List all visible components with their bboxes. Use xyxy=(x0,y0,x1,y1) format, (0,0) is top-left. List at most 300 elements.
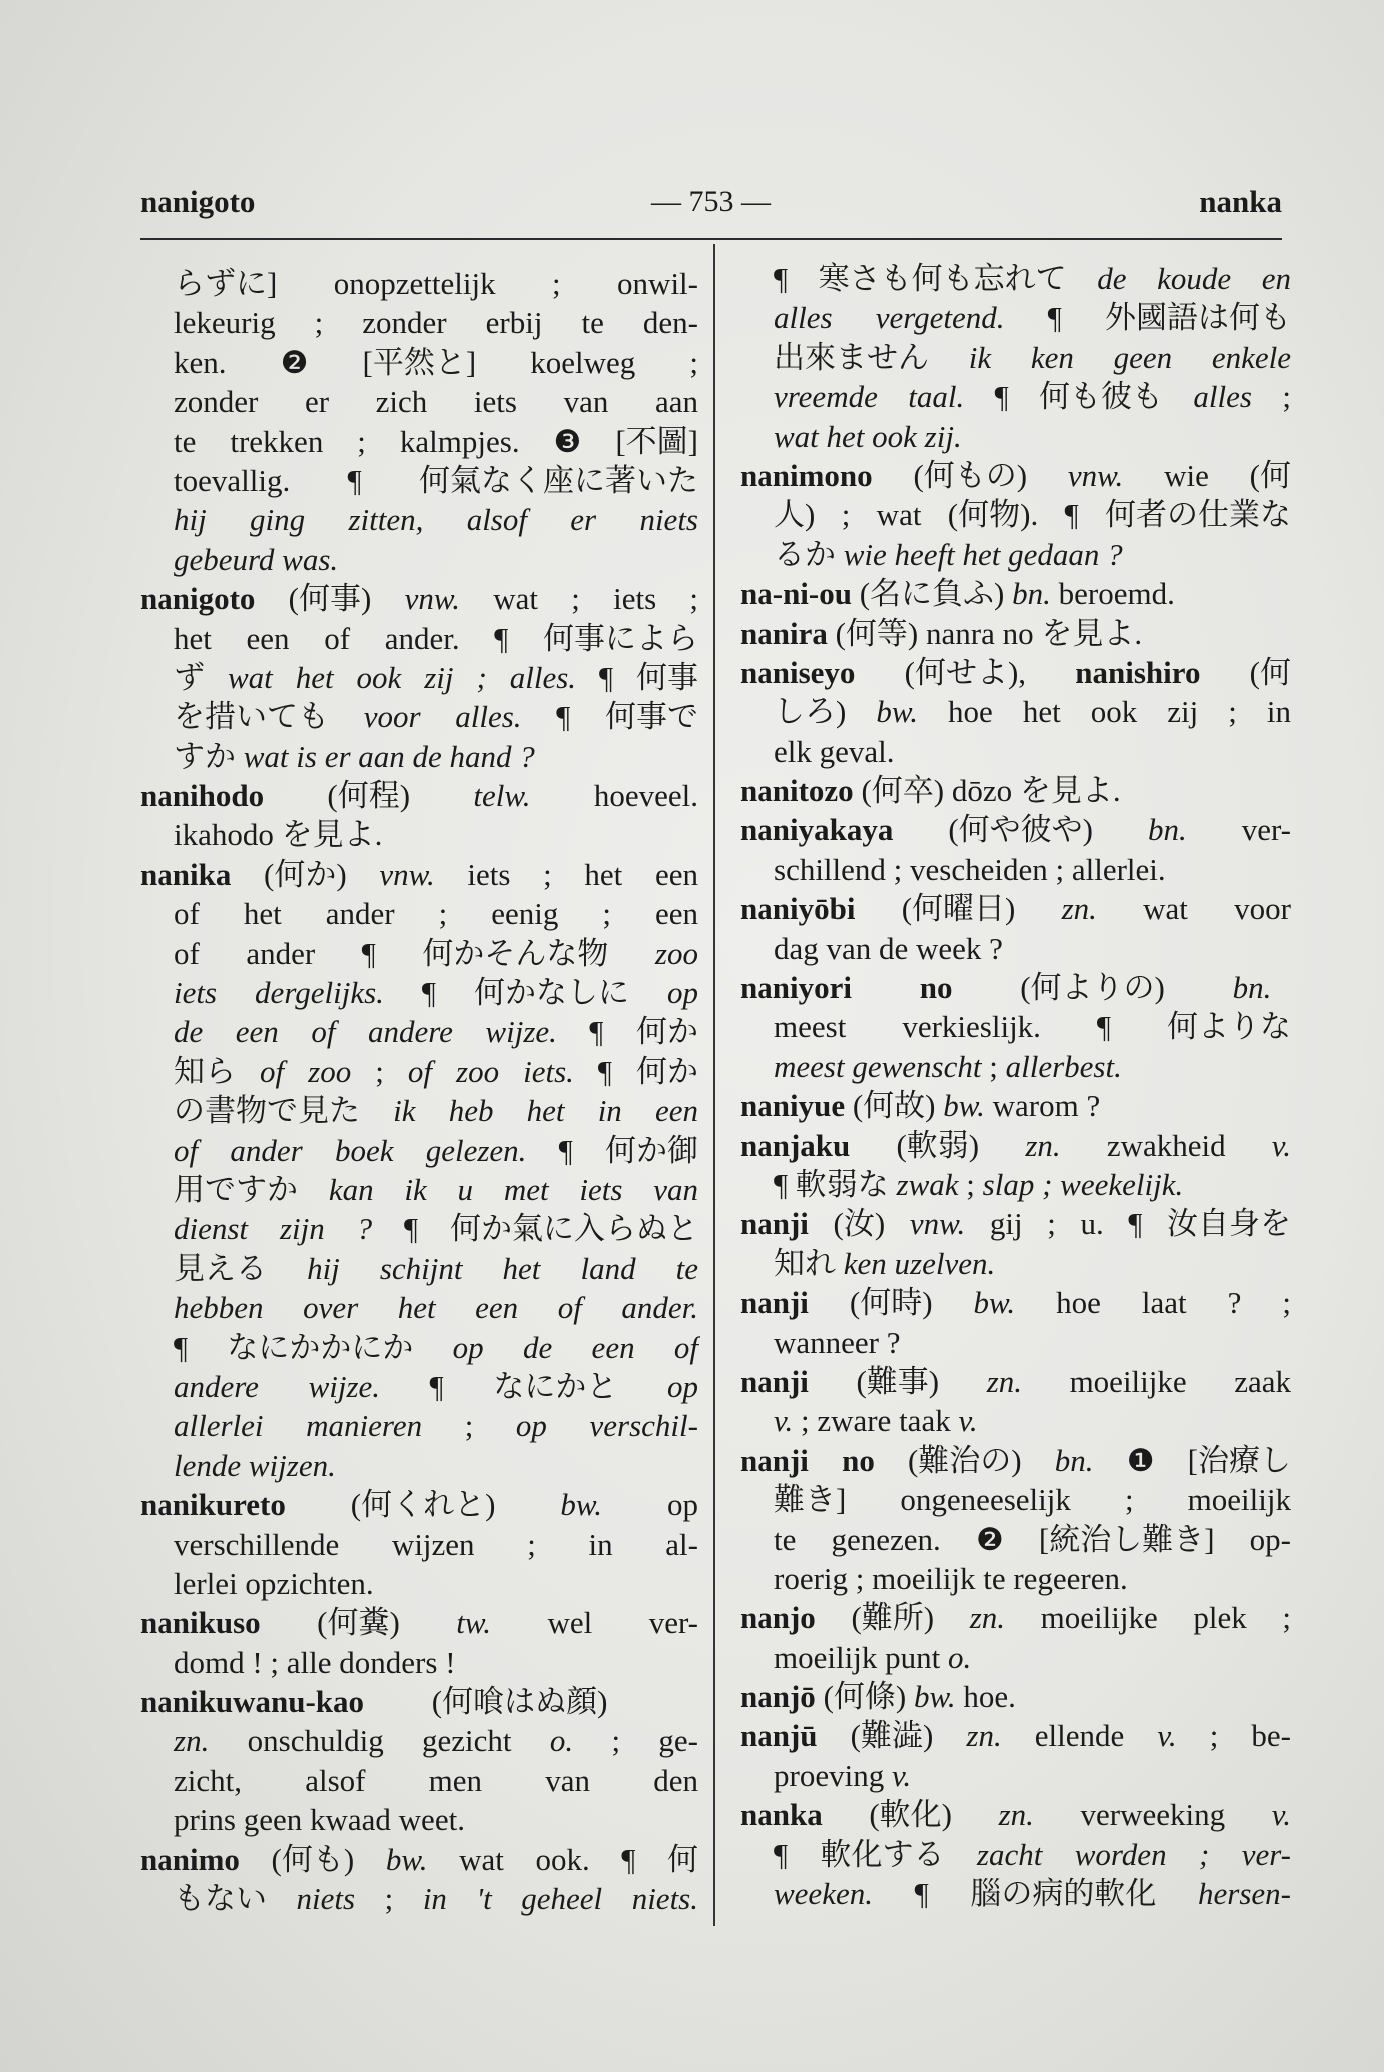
italic-text: o. xyxy=(947,1639,972,1675)
continuation-line xyxy=(740,417,1293,456)
continuation-line xyxy=(740,1835,1293,1874)
continuation-line xyxy=(140,1131,700,1170)
headword: nanikuwanu-kao xyxy=(140,1684,365,1720)
entry-line xyxy=(740,1204,1293,1243)
line-text xyxy=(174,1249,698,1288)
continuation-line xyxy=(140,697,700,736)
line-text xyxy=(774,692,1291,731)
line-text xyxy=(740,1362,1291,1401)
line-text xyxy=(174,737,535,776)
continuation-line xyxy=(140,1879,700,1918)
headword: nanjō xyxy=(740,1679,816,1715)
italic-text: v. xyxy=(1271,1797,1291,1833)
line-text xyxy=(174,1052,698,1091)
italic-text: wat het ook zij. xyxy=(774,418,962,454)
text-run: (何曜日) xyxy=(855,891,1062,927)
italic-text: alles vergetend. xyxy=(774,300,1005,336)
continuation-line xyxy=(740,1323,1293,1362)
text-run: (何よりの) xyxy=(952,970,1233,1006)
continuation-line xyxy=(140,1446,700,1485)
italic-text: zoo xyxy=(654,935,698,971)
line-text xyxy=(174,1800,465,1839)
text-run: onschuldig gezicht xyxy=(209,1723,550,1759)
line-text xyxy=(740,1126,1291,1165)
continuation-line xyxy=(740,1244,1293,1283)
line-text xyxy=(140,579,698,618)
text-run: beroemd. xyxy=(1050,576,1175,612)
continuation-line xyxy=(740,495,1293,534)
line-text xyxy=(774,1559,1128,1598)
line-text xyxy=(774,1638,971,1677)
line-text xyxy=(174,1879,698,1918)
text-run: warom ? xyxy=(984,1088,1101,1124)
italic-text: op verschil- xyxy=(515,1408,698,1444)
headword: nanihodo xyxy=(140,778,265,814)
entry-line xyxy=(740,456,1293,495)
continuation-line xyxy=(140,658,700,697)
text-run: (何 xyxy=(1200,654,1292,690)
continuation-line xyxy=(140,422,700,461)
headword: nanikuso xyxy=(140,1605,261,1641)
italic-text: vnw. xyxy=(909,1206,966,1242)
text-run: ¶ 何かなしに xyxy=(383,975,667,1011)
line-text xyxy=(174,422,698,461)
line-text xyxy=(174,461,698,500)
text-run: ¶ なにかと xyxy=(380,1368,667,1404)
line-text xyxy=(774,259,1291,298)
entry-line xyxy=(740,1677,1293,1716)
headword: nanji xyxy=(740,1285,809,1321)
italic-text: ik ken geen enkele xyxy=(968,339,1291,375)
page-number: — 753 — xyxy=(651,185,771,218)
text-run: proeving xyxy=(774,1757,892,1793)
italic-text: andere wijze. xyxy=(174,1368,381,1404)
text-run: ; xyxy=(981,1048,1006,1084)
text-run: (軟弱) xyxy=(850,1127,1026,1163)
italic-text: of ander boek gelezen. xyxy=(174,1132,527,1168)
continuation-line xyxy=(740,338,1293,377)
continuation-line xyxy=(740,1047,1293,1086)
text-run: (何くれと) xyxy=(285,1487,561,1523)
line-text xyxy=(174,303,698,342)
line-text xyxy=(740,1677,1016,1716)
line-text xyxy=(174,1761,698,1800)
text-run: ¶ 軟化する xyxy=(774,1836,977,1872)
entry-line xyxy=(740,1086,1293,1125)
line-text xyxy=(174,815,382,854)
continuation-line xyxy=(140,1012,700,1051)
italic-text: bw. xyxy=(560,1487,603,1523)
italic-text: de koude en xyxy=(1097,261,1291,296)
line-text xyxy=(140,1840,698,1879)
italic-text: vreemde taal. xyxy=(774,379,965,415)
continuation-line xyxy=(740,1401,1293,1440)
entry-line xyxy=(140,579,700,618)
line-text xyxy=(174,500,698,539)
text-run: 用ですか xyxy=(174,1171,329,1207)
headword: nanji xyxy=(740,1206,809,1242)
continuation-line xyxy=(140,1761,700,1800)
text-run: hoe het ook zij ; in xyxy=(918,694,1292,730)
continuation-line xyxy=(140,500,700,539)
line-text xyxy=(174,1406,698,1445)
line-text xyxy=(774,1756,911,1795)
line-text xyxy=(774,1401,978,1440)
text-run: 人) ; wat (何物). ¶ 何者の仕業な xyxy=(774,497,1291,533)
entry-line xyxy=(740,889,1293,928)
text-run: domd ! ; alle donders ! xyxy=(174,1644,456,1680)
text-run: (難所) xyxy=(815,1600,970,1636)
continuation-line xyxy=(740,259,1293,298)
italic-text: hebben over het een of ander. xyxy=(174,1290,698,1326)
italic-text: ken uzelven. xyxy=(843,1245,996,1281)
text-run: ¶ なにかかにか xyxy=(174,1329,453,1365)
text-run: すか xyxy=(174,738,244,774)
line-text xyxy=(140,1603,698,1642)
text-run: ; xyxy=(351,1053,408,1089)
text-run: dag van de week ? xyxy=(774,930,1003,966)
entry-line xyxy=(740,1716,1293,1755)
text-run: hoe laat ? ; xyxy=(1015,1285,1291,1321)
italic-text: v. xyxy=(958,1403,978,1439)
line-text xyxy=(174,1525,698,1564)
headword: nanji xyxy=(740,1363,809,1399)
entry-line xyxy=(140,1485,700,1524)
line-text xyxy=(740,1441,1291,1480)
text-run: hoeveel. xyxy=(530,778,699,814)
headword: nanka xyxy=(740,1797,823,1833)
line-text xyxy=(174,382,698,421)
page-header xyxy=(140,180,1282,224)
text-run: もない xyxy=(174,1881,297,1917)
text-run: (何故) xyxy=(845,1088,944,1124)
text-run: ¶ 何事 xyxy=(576,659,698,695)
italic-text: hij schijnt het land te xyxy=(307,1250,699,1286)
italic-text: zn. xyxy=(969,1600,1006,1636)
continuation-line xyxy=(140,1091,700,1130)
text-run: 知ら xyxy=(174,1053,261,1089)
italic-text: zn. xyxy=(998,1797,1034,1833)
text-run: (何せよ), xyxy=(855,654,1076,690)
text-run: ken. ❷ [平然と] koelweg ; xyxy=(174,344,698,380)
headword: naniseyo xyxy=(740,654,856,690)
line-text xyxy=(140,1485,698,1524)
continuation-line xyxy=(740,1007,1293,1046)
headword: nanira xyxy=(740,615,828,651)
entry-line xyxy=(740,1795,1293,1834)
italic-text: v. xyxy=(1271,1127,1291,1163)
headword: nanimo xyxy=(140,1841,240,1877)
line-text xyxy=(174,973,698,1012)
line-text xyxy=(740,771,1121,810)
italic-text: dienst zijn ? xyxy=(174,1211,373,1247)
text-run: ¶ 寒さも何も忘れて xyxy=(774,261,1098,296)
italic-text: hersen- xyxy=(1198,1876,1291,1912)
italic-text: o. xyxy=(549,1723,574,1759)
headword: nanika xyxy=(140,856,232,892)
italic-text: op xyxy=(667,1368,698,1404)
text-run: (何糞) xyxy=(260,1605,457,1641)
continuation-line xyxy=(740,1874,1293,1913)
text-run: ; be- xyxy=(1176,1718,1291,1754)
continuation-line xyxy=(140,934,700,973)
continuation-line xyxy=(140,382,700,421)
continuation-line xyxy=(740,1559,1293,1598)
continuation-line xyxy=(140,973,700,1012)
line-text xyxy=(774,929,1003,968)
italic-text: ik heb het in een xyxy=(393,1093,698,1129)
continuation-line xyxy=(140,1643,700,1682)
line-text xyxy=(774,1007,1291,1046)
italic-text: zacht worden ; ver- xyxy=(976,1836,1291,1872)
line-text xyxy=(774,732,895,771)
line-text xyxy=(774,1874,1291,1913)
italic-text: slap ; weekelijk. xyxy=(982,1166,1184,1202)
line-text xyxy=(740,574,1175,613)
continuation-line xyxy=(140,619,700,658)
text-run: (何や彼や) xyxy=(893,812,1148,848)
text-run: (何か) xyxy=(231,856,380,892)
continuation-line xyxy=(140,1367,700,1406)
entry-line xyxy=(740,574,1293,613)
italic-text: v. xyxy=(1157,1718,1177,1754)
text-run: ¶ 何も彼も xyxy=(964,379,1194,415)
continuation-line xyxy=(740,929,1293,968)
continuation-line xyxy=(740,1520,1293,1559)
line-text xyxy=(774,850,1166,889)
column-right xyxy=(740,259,1293,1923)
text-run: ¶ 外國語は何も xyxy=(1004,300,1291,336)
text-run: lerlei opzichten. xyxy=(174,1565,374,1601)
text-run: ; xyxy=(422,1408,516,1444)
text-run: zonder er zich iets van aan xyxy=(174,384,698,420)
text-run: (何もの) xyxy=(872,457,1068,493)
italic-text: zn. xyxy=(966,1718,1002,1754)
continuation-line xyxy=(140,815,700,854)
entry-line xyxy=(740,771,1293,810)
entry-line xyxy=(740,1362,1293,1401)
line-text xyxy=(140,1682,607,1721)
headword: nanitozo xyxy=(740,773,854,809)
italic-text: allerbest. xyxy=(1005,1048,1122,1084)
text-run: (汝) xyxy=(808,1206,910,1242)
italic-text: in 't geheel niets. xyxy=(422,1881,698,1917)
text-run: ; zware taak xyxy=(793,1403,959,1439)
headword: naniyue xyxy=(740,1088,846,1124)
italic-text: voor alles. xyxy=(363,699,522,735)
continuation-line xyxy=(140,1406,700,1445)
line-text xyxy=(740,456,1291,495)
text-run: gij ; u. ¶ 汝自身を xyxy=(965,1206,1291,1242)
continuation-line xyxy=(140,1721,700,1760)
line-text xyxy=(174,697,698,736)
text-run: ; xyxy=(355,1881,423,1917)
continuation-line xyxy=(140,1525,700,1564)
text-run: elk geval. xyxy=(774,733,895,769)
text-run: op xyxy=(602,1487,698,1523)
text-run: verweeking xyxy=(1033,1797,1272,1833)
headword: naniyakaya xyxy=(740,812,894,848)
text-run: iets ; het een xyxy=(434,856,698,892)
italic-text: bn. xyxy=(1054,1442,1094,1478)
italic-text: bn. xyxy=(1147,812,1187,848)
italic-text: zn. xyxy=(1061,891,1097,927)
italic-text: bn. xyxy=(1232,970,1272,1006)
line-text xyxy=(140,855,698,894)
text-run: 見える xyxy=(174,1250,308,1286)
line-text xyxy=(740,614,1142,653)
italic-text: bw. xyxy=(913,1679,956,1715)
line-text xyxy=(740,968,1271,1007)
line-text xyxy=(174,1012,698,1051)
continuation-line xyxy=(740,1638,1293,1677)
italic-text: wie heeft het gedaan ? xyxy=(843,536,1123,572)
italic-text: weeken. xyxy=(774,1876,873,1912)
line-text xyxy=(774,1244,995,1283)
text-run: らずに] onopzettelijk ; onwil- xyxy=(174,266,698,301)
line-text xyxy=(774,417,962,456)
line-text xyxy=(740,1795,1291,1834)
line-text xyxy=(774,1480,1291,1519)
italic-text: zn. xyxy=(986,1363,1023,1399)
line-text xyxy=(774,338,1291,377)
text-run: of ander ¶ 何かそんな物 xyxy=(174,935,655,971)
entry-line xyxy=(740,1598,1293,1637)
line-text xyxy=(174,1721,698,1760)
line-text xyxy=(774,1165,1183,1204)
text-run: るか xyxy=(774,536,844,572)
text-run: wanneer ? xyxy=(774,1324,901,1360)
line-text xyxy=(774,1520,1291,1559)
text-run: 知れ xyxy=(774,1245,844,1281)
continuation-line xyxy=(740,298,1293,337)
continuation-line xyxy=(740,1165,1293,1204)
text-run: ¶ 何か xyxy=(573,1053,698,1089)
column-left xyxy=(140,264,700,1928)
headword: nanishiro xyxy=(1075,654,1201,690)
entry-line xyxy=(140,1682,700,1721)
italic-text: de een of andere wijze. xyxy=(174,1014,557,1050)
text-run: (何も) xyxy=(239,1841,386,1877)
continuation-line xyxy=(740,732,1293,771)
italic-text: gebeurd was. xyxy=(174,541,339,577)
text-run: (何條) xyxy=(815,1679,914,1715)
italic-text: niets xyxy=(296,1881,356,1917)
headword: naniyōbi xyxy=(740,891,856,927)
line-text xyxy=(174,1209,698,1248)
italic-text: allerlei manieren xyxy=(174,1408,423,1444)
text-run: schillend ; vescheiden ; allerlei. xyxy=(774,851,1166,887)
line-text xyxy=(174,1446,336,1485)
text-run: ; ge- xyxy=(573,1723,698,1759)
entry-line xyxy=(140,1840,700,1879)
text-run: ❶ [治療し xyxy=(1093,1442,1291,1478)
continuation-line xyxy=(140,1288,700,1327)
line-text xyxy=(174,264,698,303)
italic-text: of zoo xyxy=(260,1053,352,1089)
continuation-line xyxy=(140,894,700,933)
italic-text: alles xyxy=(1193,379,1252,415)
line-text xyxy=(774,1047,1122,1086)
continuation-line xyxy=(140,1800,700,1839)
entry-line xyxy=(140,776,700,815)
continuation-line xyxy=(140,1564,700,1603)
text-run: te genezen. ❷ [統治し難き] op- xyxy=(774,1521,1291,1557)
text-run: zwakheid xyxy=(1060,1127,1272,1163)
italic-text: lende wijzen. xyxy=(174,1447,336,1483)
text-run: ¶ 何か xyxy=(556,1014,698,1050)
line-text xyxy=(174,1564,374,1603)
text-run: (何程) xyxy=(264,778,474,814)
text-run: ikahodo を見よ. xyxy=(174,817,383,853)
line-text xyxy=(740,1716,1291,1755)
text-run: wat voor xyxy=(1096,891,1291,927)
line-text xyxy=(174,619,698,658)
headword: nanikureto xyxy=(140,1487,286,1523)
continuation-line xyxy=(140,1249,700,1288)
italic-text: v. xyxy=(774,1403,794,1439)
headword: nanjo xyxy=(740,1600,816,1636)
text-run: (軟化) xyxy=(822,1797,999,1833)
text-run: (何事) xyxy=(255,581,405,617)
text-run: ¶ 何事で xyxy=(521,699,699,735)
line-text xyxy=(174,934,698,973)
column-divider xyxy=(713,244,715,1926)
continuation-line xyxy=(140,737,700,776)
text-run: (難事) xyxy=(808,1363,987,1399)
line-text xyxy=(774,1835,1291,1874)
line-text xyxy=(740,810,1291,849)
entry-line xyxy=(140,855,700,894)
text-run: ver- xyxy=(1186,812,1291,848)
text-run: meest verkieslijk. ¶ 何よりな xyxy=(774,1009,1291,1045)
line-text xyxy=(774,1323,901,1362)
italic-text: wat het ook zij ; alles. xyxy=(227,659,577,695)
continuation-line xyxy=(140,540,700,579)
continuation-line xyxy=(140,1328,700,1367)
text-run: zicht, alsof men van den xyxy=(174,1762,698,1798)
text-run: verschillende wijzen ; in al- xyxy=(174,1526,698,1562)
line-text xyxy=(740,889,1291,928)
continuation-line xyxy=(740,1756,1293,1795)
entry-line xyxy=(740,1126,1293,1165)
text-run: lekeurig ; zonder erbij te den- xyxy=(174,305,698,341)
line-text xyxy=(740,1598,1291,1637)
text-run: (何時) xyxy=(808,1285,974,1321)
header-rule xyxy=(140,238,1282,240)
text-run: toevallig. ¶ 何氣なく座に著いた xyxy=(174,462,698,498)
text-run: ellende xyxy=(1001,1718,1158,1754)
headword: naniyori no xyxy=(740,970,953,1006)
line-text xyxy=(740,653,1291,692)
continuation-line xyxy=(140,1170,700,1209)
headword: nanigoto xyxy=(140,581,256,617)
text-run: ¶ 軟弱な xyxy=(774,1166,897,1202)
line-text xyxy=(740,1283,1291,1322)
italic-text: zn. xyxy=(174,1723,210,1759)
text-run: moeilijk punt xyxy=(774,1639,948,1675)
line-text xyxy=(174,658,698,697)
text-run: を措いても xyxy=(174,699,364,735)
italic-text: bw. xyxy=(385,1841,428,1877)
text-run: ¶ 腦の病的軟化 xyxy=(872,1876,1199,1912)
line-text xyxy=(774,298,1291,337)
text-run: moeilijke zaak xyxy=(1022,1363,1291,1399)
text-run: hoe. xyxy=(955,1679,1016,1715)
line-text xyxy=(774,535,1123,574)
italic-text: kan ik u met iets van xyxy=(328,1171,699,1207)
text-run: ; xyxy=(1251,379,1291,415)
